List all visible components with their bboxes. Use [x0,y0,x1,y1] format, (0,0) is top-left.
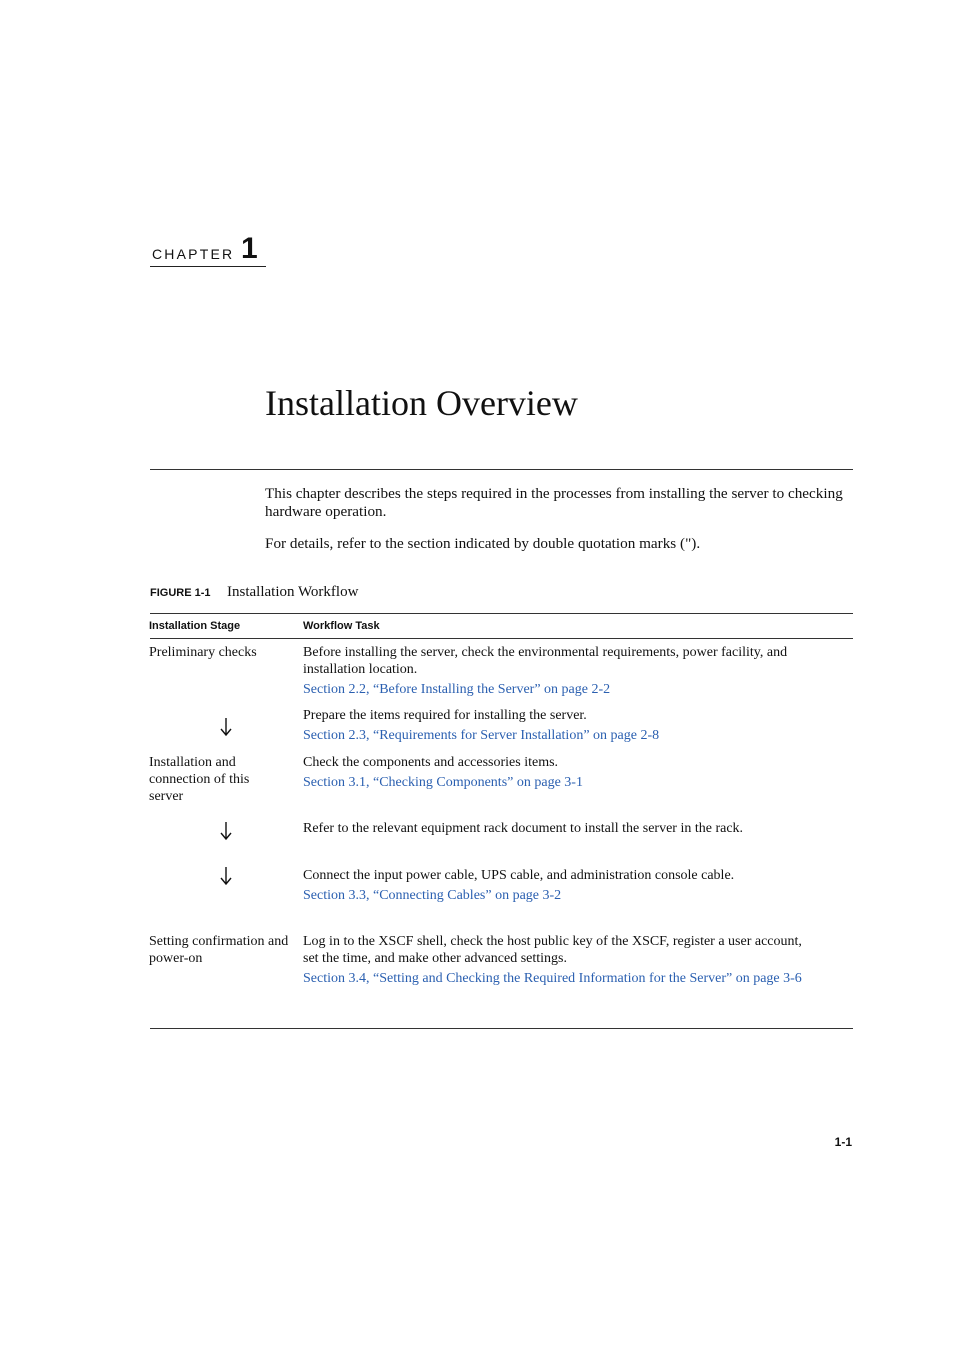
task-text: Refer to the relevant equipment rack document to install the server in the rack. [303,821,744,836]
section-link[interactable]: Section 2.3, “Requirements for Server Installation” on page 2-8 [303,728,660,743]
table-top-rule [150,613,853,614]
chapter-underline [150,266,266,267]
title-divider [150,469,853,470]
down-arrow-icon [218,717,234,737]
chapter-number: 1 [241,232,258,265]
task-text: Check the components and accessories items. [303,755,559,770]
stage-preliminary-checks: Preliminary checks [149,645,257,660]
task-text: Connect the input power cable, UPS cable, and administration console cable. [303,868,735,883]
intro-paragraph-2: For details, refer to the section indicated by double quotation marks ("). [265,535,701,552]
stage-setting-confirmation: Setting confirmation and power-on [149,934,289,966]
section-link[interactable]: Section 3.1, “Checking Components” on page 3-1 [303,775,583,790]
page-title: Installation Overview [265,383,578,423]
task-text: Prepare the items required for installing the server. [303,708,587,723]
section-link[interactable]: Section 3.4, “Setting and Checking the Required Information for the Server” on page 3-6 [303,971,802,986]
table-bottom-rule [150,1028,853,1029]
figure-label: FIGURE 1-1 [150,587,211,599]
figure-title: Installation Workflow [227,584,359,600]
down-arrow-icon [218,821,234,841]
page-number: 1-1 [834,1135,852,1149]
section-link[interactable]: Section 2.2, “Before Installing the Server” on page 2-2 [303,682,611,697]
task-text: Log in to the XSCF shell, check the host public key of the XSCF, register a user account, set the time, and make other advanced settings. [303,934,802,966]
column-header-stage: Installation Stage [149,620,241,632]
column-header-task: Workflow Task [303,620,380,632]
intro-paragraph-1: This chapter describes the steps required in the processes from installing the server to checking hardware operation. [265,485,843,520]
stage-installation-connection: Installation and connection of this server [149,755,250,804]
header-rule [150,638,853,639]
task-text: Before installing the server, check the environmental requirements, power facility, and installation location. [303,645,788,677]
down-arrow-icon [218,866,234,886]
section-link[interactable]: Section 3.3, “Connecting Cables” on page 3-2 [303,888,562,903]
chapter-label: CHAPTER [152,246,235,262]
